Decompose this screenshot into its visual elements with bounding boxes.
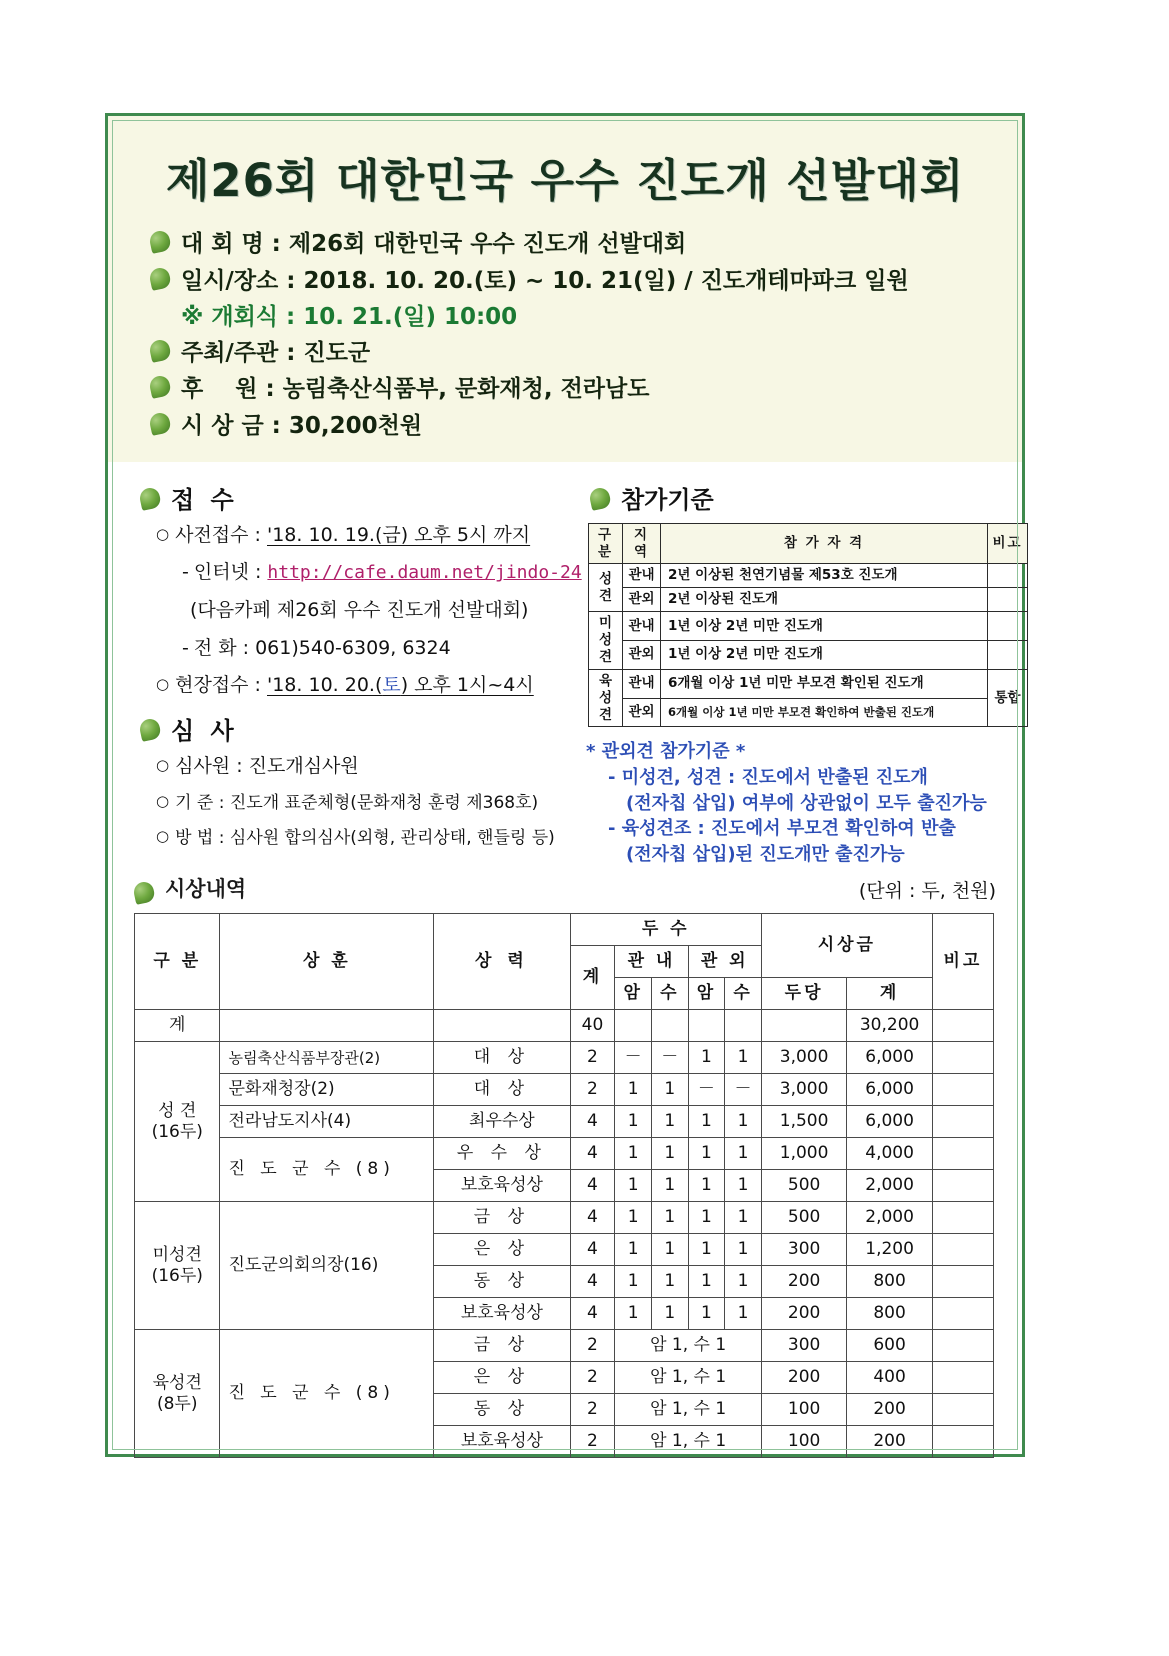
awards-col-dusu: 두 수: [570, 914, 761, 946]
criteria-cell-remark: 통합: [988, 669, 1028, 727]
cell-per-head: 1,500: [761, 1106, 846, 1138]
cell-gye: 4: [570, 1170, 615, 1202]
cell-sangryeok: 최우수상: [434, 1106, 570, 1138]
cell-gye: 2: [570, 1394, 615, 1426]
cell-gubun: [135, 1202, 220, 1330]
cell-sangryeok: [434, 1010, 570, 1042]
criteria-col-remark: 비고: [988, 523, 1028, 564]
cell-merged-sex: 암 1, 수 1: [615, 1394, 762, 1426]
cell-gye: 40: [570, 1010, 615, 1042]
cell-per-head: 300: [761, 1234, 846, 1266]
awards-col-sanghun: 상 훈: [220, 914, 434, 1010]
cell-total: 200: [847, 1394, 932, 1426]
criteria-cell-region: 관외: [623, 641, 661, 670]
cell-per-head: 3,000: [761, 1042, 846, 1074]
page-title: 제26회 대한민국 우수 진도개 선발대회: [165, 154, 965, 207]
gubun-sub: (16두): [151, 1265, 203, 1286]
cell-oe-am: 1: [688, 1138, 725, 1170]
cell-total: 6,000: [847, 1074, 932, 1106]
cell-sanghun: 진 도 군 수 (8): [220, 1330, 434, 1458]
cell-bigo: [932, 1266, 993, 1298]
cell-total: 30,200: [847, 1010, 932, 1042]
criteria-cell-remark: [988, 641, 1028, 670]
cell-nae-su: 1: [651, 1298, 688, 1330]
cell-nae-am: [615, 1010, 652, 1042]
section-title: 심 사: [171, 717, 238, 746]
cell-oe-am: 1: [688, 1266, 725, 1298]
info-label: 주최/주관 :: [181, 339, 304, 366]
cell-per-head: 500: [761, 1170, 846, 1202]
info-value: 30,200천원: [288, 413, 423, 440]
cell-oe-su: 1: [725, 1170, 762, 1202]
awards-col-per-head: 두당: [761, 978, 846, 1010]
gubun-label: 미성견: [152, 1245, 202, 1266]
cell-oe-su: [725, 1010, 762, 1042]
section-heading-criteria: [590, 480, 1024, 515]
table-row: [589, 669, 1028, 698]
info-label: 후 원 :: [181, 376, 283, 403]
onsite-value: [267, 674, 534, 696]
criteria-cell-qualification: 6개월 이상 1년 미만 부모견 확인된 진도개: [661, 669, 988, 698]
cell-nae-su: 1: [651, 1170, 688, 1202]
section-heading-reception: [140, 480, 578, 515]
cell-nae-su: 1: [651, 1074, 688, 1106]
cell-sanghun: [220, 1010, 434, 1042]
dash-bullet-icon: -: [182, 561, 189, 584]
info-label: 대 회 명 :: [181, 231, 289, 257]
cell-oe-am: 1: [688, 1234, 725, 1266]
cell-gye: 4: [570, 1298, 615, 1330]
cell-total: 4,000: [847, 1138, 932, 1170]
cell-bigo: [932, 1042, 993, 1074]
criteria-cell-remark: [988, 588, 1028, 612]
poster-banner: [108, 116, 1022, 462]
table-row: [135, 1138, 994, 1170]
cell-per-head: 500: [761, 1202, 846, 1234]
cell-per-head: 3,000: [761, 1074, 846, 1106]
gubun-sub: (16두): [151, 1121, 203, 1142]
cell-total: 6,000: [847, 1106, 932, 1138]
judging-value: 진도개 표준체형(문화재청 훈령 제368호): [229, 792, 539, 813]
cell-nae-am: 1: [615, 1234, 652, 1266]
info-value: 제26회 대한민국 우수 진도개 선발대회: [288, 231, 687, 257]
note-line: (전자칩 삽입)된 진도개만 출진가능: [626, 843, 905, 865]
leaf-bullet-icon: [132, 880, 156, 905]
middle-columns: [108, 462, 1022, 867]
cell-oe-am: －: [688, 1074, 725, 1106]
cell-sanghun: 진도군의회의장(16): [220, 1202, 434, 1330]
cell-sangryeok: 보호육성상: [434, 1298, 570, 1330]
info-row-date-place: [150, 264, 1022, 300]
reception-internet: [182, 560, 582, 585]
reception-cafe-note: (다음카페 제26회 우수 진도개 선발대회): [190, 599, 529, 622]
leaf-bullet-icon: [148, 375, 172, 400]
table-row: [589, 588, 1028, 612]
awards-col-gubun: 구 분: [135, 914, 220, 1010]
criteria-col-category: 구 분: [589, 523, 623, 564]
poster-container: [105, 113, 1025, 1457]
section-heading-judging: [140, 711, 578, 746]
criteria-cell-region: 관외: [623, 698, 661, 727]
table-row: [135, 1202, 994, 1234]
leaf-bullet-icon: [138, 717, 162, 742]
cell-bigo: [932, 1074, 993, 1106]
cell-oe-su: 1: [725, 1266, 762, 1298]
awards-col-total: 계: [847, 978, 932, 1010]
info-label: 시 상 금 :: [181, 413, 289, 440]
cell-bigo: [932, 1298, 993, 1330]
cell-nae-am: 1: [615, 1138, 652, 1170]
cell-per-head: 100: [761, 1426, 846, 1458]
table-row: [589, 698, 1028, 727]
cell-oe-su: 1: [725, 1202, 762, 1234]
tel-value: 061)540-6309, 6324: [255, 636, 451, 659]
table-row: [589, 564, 1028, 588]
cell-sangryeok: 대 상: [434, 1074, 570, 1106]
circle-bullet-icon: ○: [156, 826, 170, 845]
cell-sanghun: 농림축산식품부장관(2): [220, 1042, 434, 1074]
leaf-bullet-icon: [138, 486, 162, 511]
awards-col-oe-su: 수: [725, 978, 762, 1010]
cell-gye: 4: [570, 1266, 615, 1298]
judging-method: [156, 827, 578, 849]
circle-bullet-icon: ○: [156, 675, 170, 694]
left-column: [108, 478, 582, 867]
table-row: [135, 1330, 994, 1362]
awards-col-bigo: 비고: [932, 914, 993, 1010]
cell-total: 800: [847, 1298, 932, 1330]
gubun-sub: (8두): [156, 1393, 198, 1414]
onsite-pre: '18. 10. 20.(: [267, 674, 383, 697]
judging-value: 심사원 합의심사(외형, 관리상태, 핸들링 등): [229, 827, 555, 848]
info-label: 일시/장소 :: [181, 267, 304, 294]
cell-nae-am: 1: [615, 1170, 652, 1202]
awards-unit-label: (단위 : 두, 천원): [858, 880, 996, 903]
cell-total: 6,000: [847, 1042, 932, 1074]
cell-bigo: [932, 1202, 993, 1234]
cell-total: 1,200: [847, 1234, 932, 1266]
cell-nae-am: 1: [615, 1074, 652, 1106]
criteria-cell-region: 관내: [623, 612, 661, 641]
cell-gye: 2: [570, 1330, 615, 1362]
criteria-cell-remark: [988, 612, 1028, 641]
criteria-cell-qualification: 1년 이상 2년 미만 진도개: [661, 612, 988, 641]
cell-oe-am: [688, 1010, 725, 1042]
awards-col-gye: 계: [570, 946, 615, 1010]
cell-oe-am: 1: [688, 1106, 725, 1138]
cell-per-head: 1,000: [761, 1138, 846, 1170]
leaf-bullet-icon: [148, 229, 172, 254]
cell-oe-su: －: [725, 1074, 762, 1106]
info-row-prize: [150, 409, 1022, 445]
cell-total: 2,000: [847, 1202, 932, 1234]
right-column: [578, 478, 1024, 867]
awards-header: [108, 867, 1022, 903]
judging-label: 방 법 :: [175, 827, 230, 848]
cell-oe-am: 1: [688, 1170, 725, 1202]
info-value: 농림축산식품부, 문화재청, 전라남도: [282, 376, 650, 403]
cell-oe-su: 1: [725, 1042, 762, 1074]
cell-bigo: [932, 1394, 993, 1426]
cell-gye: 2: [570, 1042, 615, 1074]
note-line: (전자칩 삽입) 여부에 상관없이 모두 출진가능: [626, 792, 987, 814]
cell-per-head: 200: [761, 1362, 846, 1394]
judging-standard: [156, 792, 578, 814]
cell-sangryeok: 대 상: [434, 1042, 570, 1074]
cafe-link[interactable]: http://cafe.daum.net/jindo-24: [267, 562, 582, 584]
cell-bigo: [932, 1106, 993, 1138]
table-row: [135, 1074, 994, 1106]
note-title: * 관외견 참가기준 *: [586, 741, 746, 763]
reception-pre-registration: [156, 523, 578, 548]
info-row-host: [150, 336, 1022, 372]
cell-total: 600: [847, 1330, 932, 1362]
cell-sanghun: 문화재청장(2): [220, 1074, 434, 1106]
criteria-note: [586, 739, 1024, 867]
judging-judges: [156, 754, 578, 779]
info-row-event-name: [150, 227, 1022, 263]
onsite-saturday: 토: [382, 674, 401, 697]
cell-bigo: [932, 1426, 993, 1458]
awards-col-oe-am: 암: [688, 978, 725, 1010]
cell-gye: 2: [570, 1074, 615, 1106]
cell-nae-am: 1: [615, 1266, 652, 1298]
cell-nae-su: －: [651, 1042, 688, 1074]
awards-col-nae-am: 암: [615, 978, 652, 1010]
cell-per-head: 200: [761, 1266, 846, 1298]
criteria-cell-category: 미 성 견: [589, 612, 623, 670]
cell-bigo: [932, 1234, 993, 1266]
leaf-bullet-icon: [148, 411, 172, 436]
table-row: [135, 1042, 994, 1074]
info-row-sponsor: [150, 372, 1022, 408]
cell-bigo: [932, 1138, 993, 1170]
cell-nae-su: 1: [651, 1138, 688, 1170]
cell-total: 200: [847, 1426, 932, 1458]
cell-sangryeok: 금 상: [434, 1330, 570, 1362]
cell-per-head: 100: [761, 1394, 846, 1426]
criteria-cell-remark: [988, 564, 1028, 588]
awards-col-prize: 시상금: [761, 914, 932, 978]
internet-label: 인터넷 :: [193, 561, 268, 584]
awards-col-gwanoe: 관 외: [688, 946, 761, 978]
reception-onsite: [156, 673, 578, 698]
cell-sangryeok: 보호육성상: [434, 1426, 570, 1458]
cell-sangryeok: 은 상: [434, 1362, 570, 1394]
cell-gye: 2: [570, 1426, 615, 1458]
cell-total: 800: [847, 1266, 932, 1298]
cell-total: 400: [847, 1362, 932, 1394]
cell-nae-su: [651, 1010, 688, 1042]
cell-sangryeok: 금 상: [434, 1202, 570, 1234]
cell-nae-am: 1: [615, 1298, 652, 1330]
cell-merged-sex: 암 1, 수 1: [615, 1362, 762, 1394]
cell-sangryeok: 동 상: [434, 1394, 570, 1426]
criteria-cell-qualification: 6개월 이상 1년 미만 부모견 확인하여 반출된 진도개: [661, 698, 988, 727]
section-title: 시상내역: [165, 877, 247, 902]
cell-oe-am: 1: [688, 1042, 725, 1074]
gubun-label: 육성견: [152, 1373, 202, 1394]
cell-nae-su: 1: [651, 1202, 688, 1234]
table-row: [135, 1106, 994, 1138]
leaf-bullet-icon: [588, 486, 612, 511]
pre-label: 사전접수 :: [175, 523, 267, 546]
cell-oe-su: 1: [725, 1106, 762, 1138]
cell-gubun: [135, 1330, 220, 1458]
cell-sangryeok: 은 상: [434, 1234, 570, 1266]
judging-value: 진도개심사원: [248, 755, 359, 778]
info-value: 진도군: [303, 339, 371, 366]
cell-merged-sex: 암 1, 수 1: [615, 1330, 762, 1362]
tel-label: 전 화 :: [193, 636, 256, 659]
criteria-cell-qualification: 2년 이상된 천연기념물 제53호 진도개: [661, 564, 988, 588]
criteria-cell-qualification: 2년 이상된 진도개: [661, 588, 988, 612]
criteria-header-row: [589, 523, 1028, 564]
cell-oe-am: 1: [688, 1298, 725, 1330]
criteria-cell-category: 성 견: [589, 564, 623, 612]
awards-header-row-1: [135, 914, 994, 946]
cell-nae-am: 1: [615, 1106, 652, 1138]
judging-label: 기 준 :: [175, 792, 230, 813]
table-row-total: [135, 1010, 994, 1042]
cell-oe-su: 1: [725, 1234, 762, 1266]
cell-gubun: 계: [135, 1010, 220, 1042]
criteria-cell-region: 관외: [623, 588, 661, 612]
awards-col-nae-su: 수: [651, 978, 688, 1010]
cell-gubun: [135, 1042, 220, 1202]
cell-gye: 4: [570, 1106, 615, 1138]
cell-sanghun: 전라남도지사(4): [220, 1106, 434, 1138]
criteria-col-region: 지역: [623, 523, 661, 564]
cell-nae-am: 1: [615, 1202, 652, 1234]
cell-gye: 4: [570, 1202, 615, 1234]
circle-bullet-icon: ○: [156, 791, 170, 810]
cell-nae-su: 1: [651, 1106, 688, 1138]
pre-value: '18. 10. 19.(금) 오후 5시 까지: [267, 523, 531, 546]
note-line: - 육성견조 : 진도에서 부모견 확인하여 반출: [608, 818, 956, 840]
cell-sangryeok: 보호육성상: [434, 1170, 570, 1202]
criteria-cell-region: 관내: [623, 564, 661, 588]
table-row: [589, 641, 1028, 670]
cell-merged-sex: 암 1, 수 1: [615, 1426, 762, 1458]
section-title: 접 수: [171, 485, 238, 514]
cell-total: 2,000: [847, 1170, 932, 1202]
onsite-label: 현장접수 :: [175, 674, 267, 697]
cell-gye: 4: [570, 1234, 615, 1266]
cell-bigo: [932, 1362, 993, 1394]
cell-per-head: 300: [761, 1330, 846, 1362]
cell-sangryeok: 동 상: [434, 1266, 570, 1298]
cell-bigo: [932, 1330, 993, 1362]
cell-sangryeok: 우 수 상: [434, 1138, 570, 1170]
leaf-bullet-icon: [148, 266, 172, 291]
cell-oe-su: 1: [725, 1298, 762, 1330]
cell-oe-am: 1: [688, 1202, 725, 1234]
awards-table: [134, 913, 994, 1458]
awards-col-gwannae: 관 내: [615, 946, 688, 978]
cell-sanghun: 진 도 군 수 (8): [220, 1138, 434, 1202]
cell-gye: 2: [570, 1362, 615, 1394]
dash-bullet-icon: -: [182, 636, 189, 659]
awards-col-sangryeok: 상 력: [434, 914, 570, 1010]
event-info-list: [108, 227, 1022, 452]
cell-gye: 4: [570, 1138, 615, 1170]
judging-label: 심사원 :: [175, 755, 249, 778]
circle-bullet-icon: ○: [156, 756, 170, 775]
criteria-cell-qualification: 1년 이상 2년 미만 진도개: [661, 641, 988, 670]
cell-nae-su: 1: [651, 1266, 688, 1298]
info-value: 2018. 10. 20.(토) ~ 10. 21(일) / 진도개테마파크 일원: [303, 267, 909, 294]
criteria-table: [588, 523, 1028, 728]
reception-phone: [182, 636, 578, 661]
circle-bullet-icon: ○: [156, 524, 170, 543]
criteria-cell-category: 육 성 견: [589, 669, 623, 727]
onsite-post: ) 오후 1시~4시: [400, 674, 534, 697]
cell-nae-am: －: [615, 1042, 652, 1074]
gubun-label: 성 견: [158, 1101, 197, 1122]
cell-oe-su: 1: [725, 1138, 762, 1170]
info-opening-ceremony: ※ 개회식 : 10. 21.(일) 10:00: [181, 304, 518, 331]
leaf-bullet-icon: [148, 338, 172, 363]
table-row: [589, 612, 1028, 641]
cell-per-head: 200: [761, 1298, 846, 1330]
criteria-col-qualification: 참 가 자 격: [661, 523, 988, 564]
note-line: - 미성견, 성견 : 진도에서 반출된 진도개: [608, 767, 928, 788]
cell-bigo: [932, 1010, 993, 1042]
cell-per-head: [761, 1010, 846, 1042]
cell-nae-su: 1: [651, 1234, 688, 1266]
section-title: 참가기준: [621, 485, 714, 514]
criteria-cell-region: 관내: [623, 669, 661, 698]
cell-bigo: [932, 1170, 993, 1202]
